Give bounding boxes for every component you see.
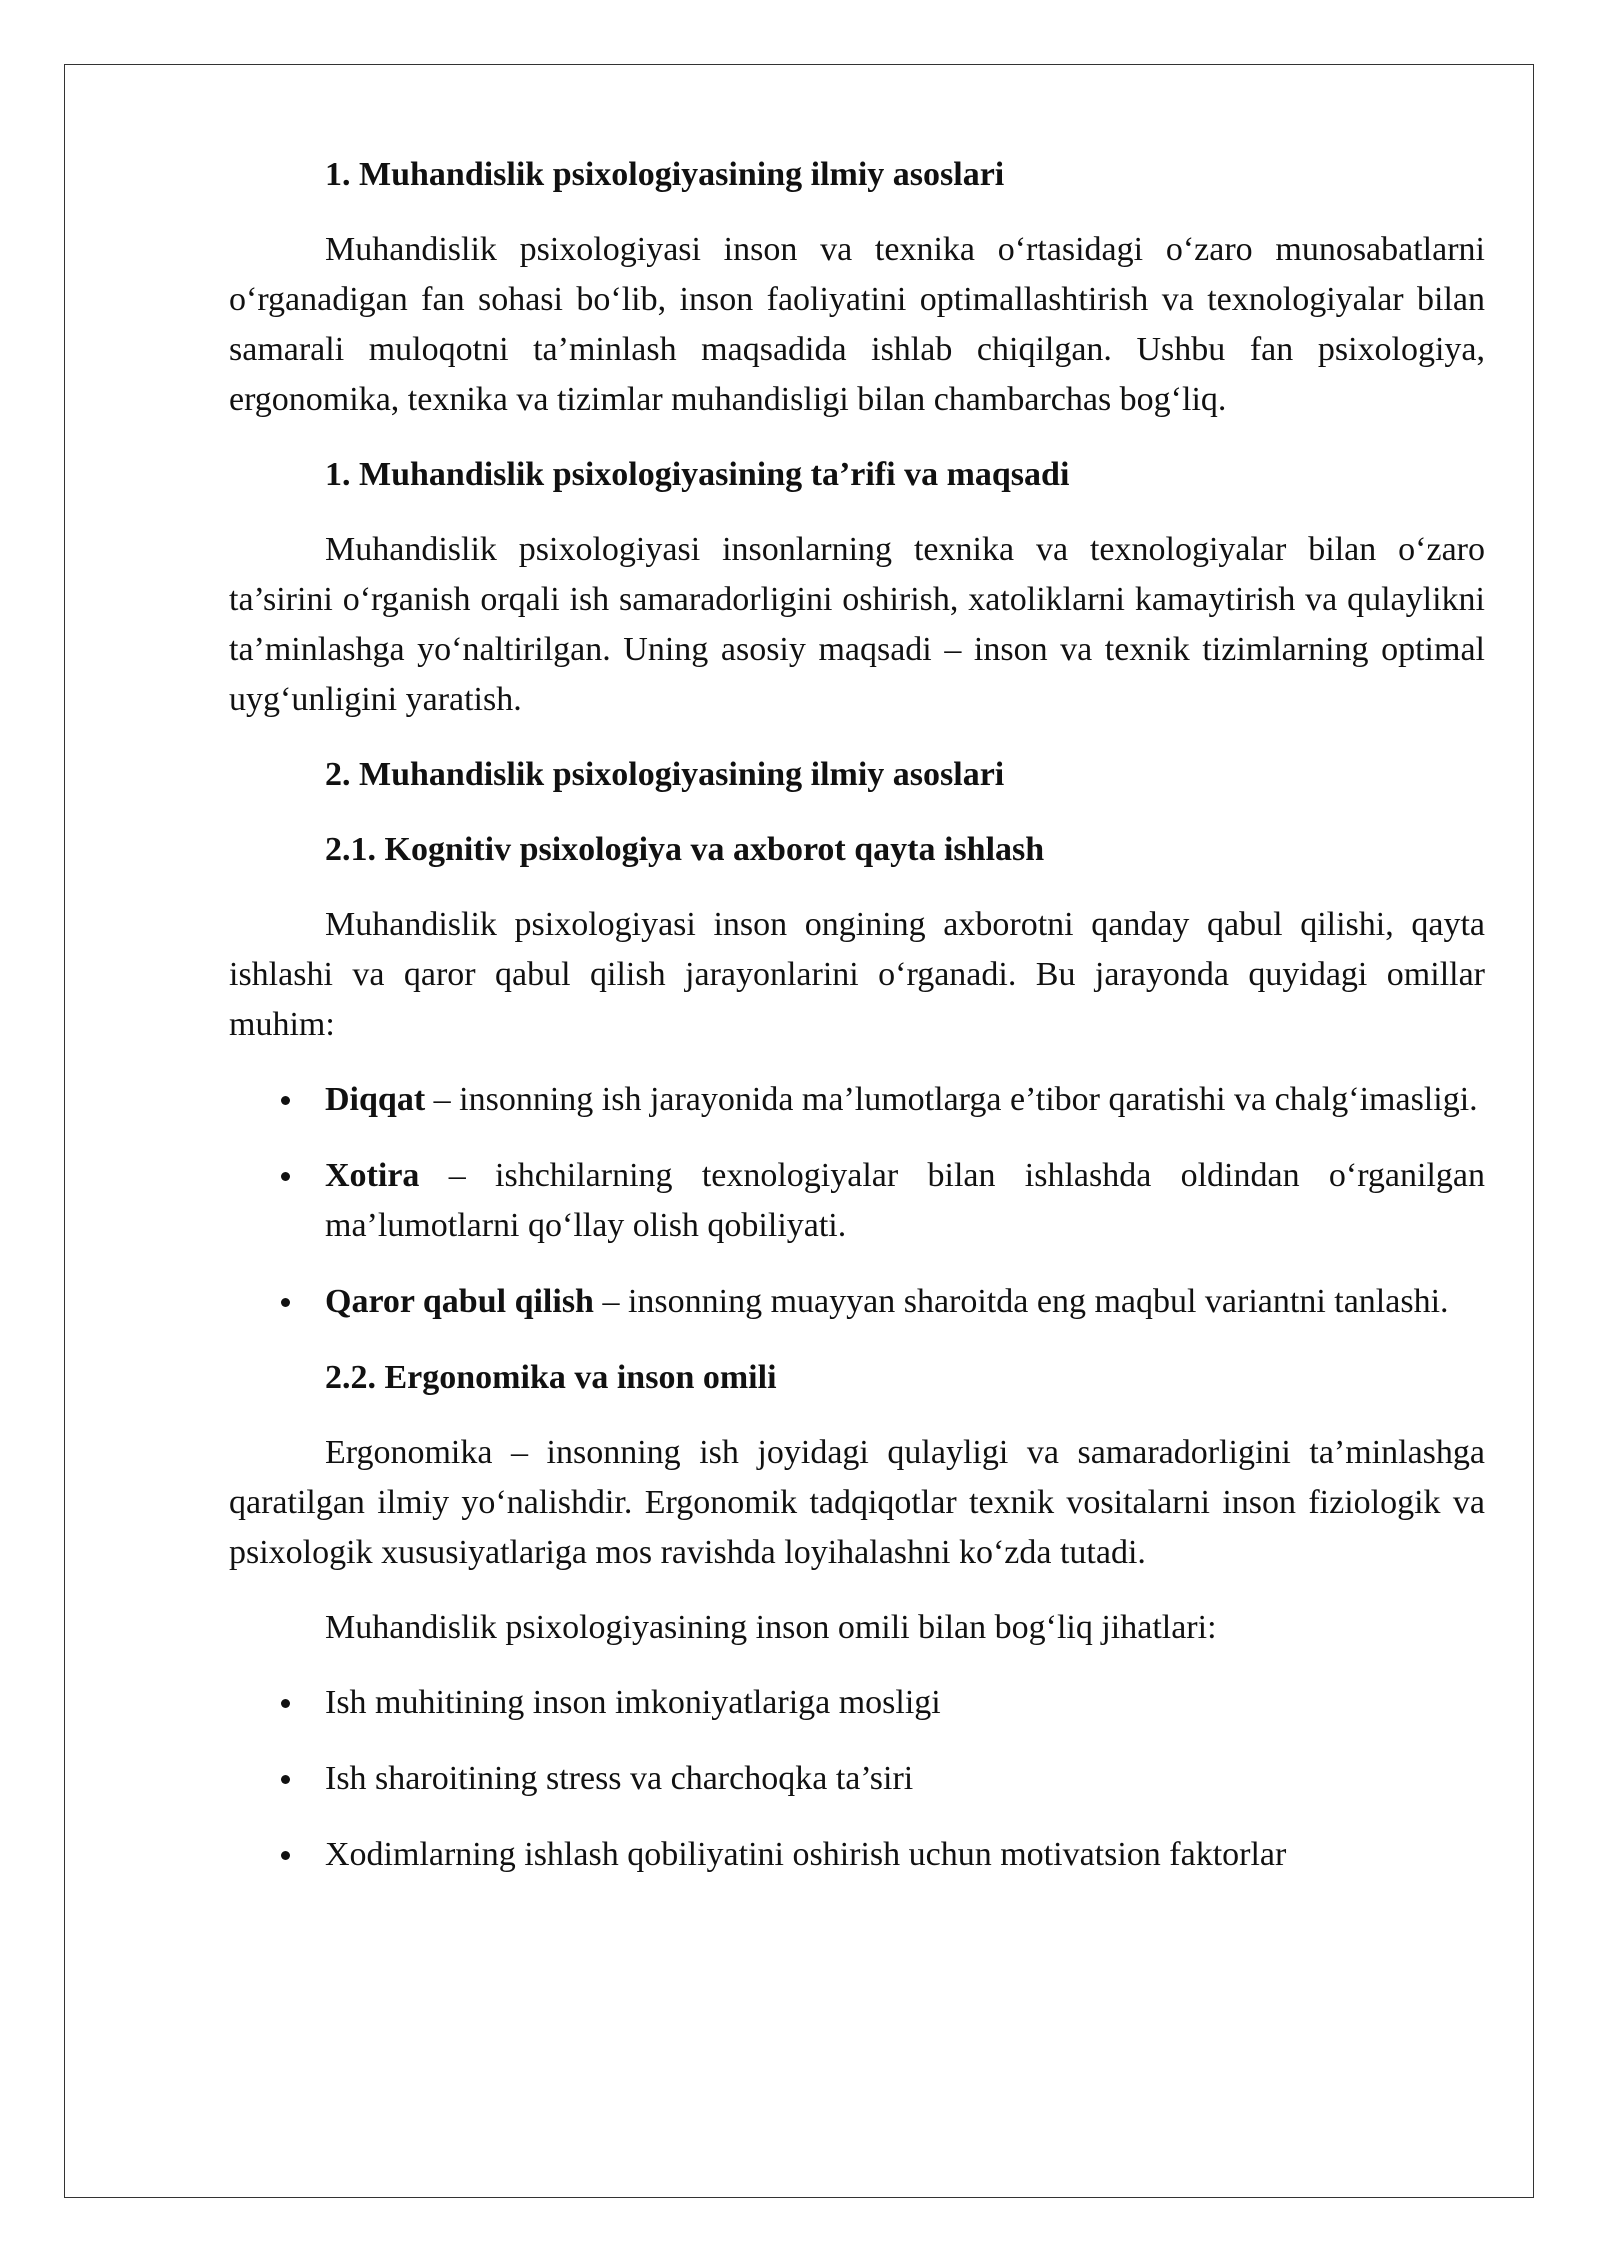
list-item: [229, 1754, 1485, 1804]
list-item-term: Xotira: [325, 1157, 420, 1194]
list-item-text: – ishchilarning texnologiyalar bilan ishlashda oldindan o‘rganilgan ma’lumotlarni qo‘llay olish qobiliyati.: [325, 1157, 1485, 1244]
list-item: [229, 1075, 1485, 1125]
list-item: [229, 1678, 1485, 1728]
list-item-term: Qaror qabul qilish: [325, 1283, 594, 1320]
bullet-icon: [281, 1851, 290, 1860]
section-heading: 1. Muhandislik psixologiyasining ilmiy asoslari: [325, 156, 1005, 193]
document-body: [229, 150, 1485, 1906]
bullet-icon: [281, 1298, 290, 1307]
subsection-heading: 2.2. Ergonomika va inson omili: [325, 1359, 777, 1396]
list-item-text: – insonning muayyan sharoitda eng maqbul variantni tanlashi.: [593, 1283, 1449, 1320]
list-item: [229, 1277, 1485, 1327]
list-item-text: Ish muhitining inson imkoniyatlariga mosligi: [325, 1684, 941, 1721]
bullet-icon: [281, 1172, 290, 1181]
paragraph: Muhandislik psixologiyasi inson ongining axborotni qanday qabul qilishi, qayta ishlashi va qaror qabul qilish jarayonlarini o‘rganadi. Bu jarayonda quyidagi omillar muhim:: [229, 906, 1485, 1043]
section-heading: 2. Muhandislik psixologiyasining ilmiy asoslari: [325, 756, 1005, 793]
list-item-text: – insonning ish jarayonida ma’lumotlarga e’tibor qaratishi va chalg‘imasligi.: [425, 1081, 1478, 1118]
list-item-term: Diqqat: [325, 1081, 426, 1118]
bullet-list: [229, 1075, 1485, 1327]
paragraph: Ergonomika – insonning ish joyidagi qulayligi va samaradorligini ta’minlashga qaratilgan ilmiy yo‘nalishdir. Ergonomik tadqiqotlar texnik vositalarni inson fiziologik va psixologik xususiyatlariga mos ravishda loyihalashni ko‘zda tutadi.: [229, 1434, 1485, 1571]
bullet-icon: [281, 1699, 290, 1708]
subsection-heading: 2.1. Kognitiv psixologiya va axborot qayta ishlash: [325, 831, 1045, 868]
section-heading: 1. Muhandislik psixologiyasining ta’rifi va maqsadi: [325, 456, 1070, 493]
list-item-text: Xodimlarning ishlash qobiliyatini oshirish uchun motivatsion faktorlar: [325, 1836, 1287, 1873]
bullet-icon: [281, 1775, 290, 1784]
bullet-icon: [281, 1096, 290, 1105]
bullet-list: [229, 1678, 1485, 1880]
paragraph: Muhandislik psixologiyasi inson va texnika o‘rtasidagi o‘zaro munosabatlarni o‘rganadigan fan sohasi bo‘lib, inson faoliyatini optimallashtirish va texnologiyalar bilan samarali muloqotni ta’minlash maqsadida ishlab chiqilgan. Ushbu fan psixologiya, ergonomika, texnika va tizimlar muhandisligi bilan chambarchas bog‘liq.: [229, 231, 1485, 418]
paragraph: Muhandislik psixologiyasining inson omili bilan bog‘liq jihatlari:: [325, 1609, 1217, 1646]
paragraph: Muhandislik psixologiyasi insonlarning texnika va texnologiyalar bilan o‘zaro ta’sirini o‘rganish orqali ish samaradorligini oshirish, xatoliklarni kamaytirish va qulaylikni ta’minlashga yo‘naltirilgan. Uning asosiy maqsadi – inson va texnik tizimlarning optimal uyg‘unligini yaratish.: [229, 531, 1485, 718]
list-item: [229, 1830, 1485, 1880]
list-item: [229, 1151, 1485, 1251]
list-item-text: Ish sharoitining stress va charchoqka ta’siri: [325, 1760, 914, 1797]
